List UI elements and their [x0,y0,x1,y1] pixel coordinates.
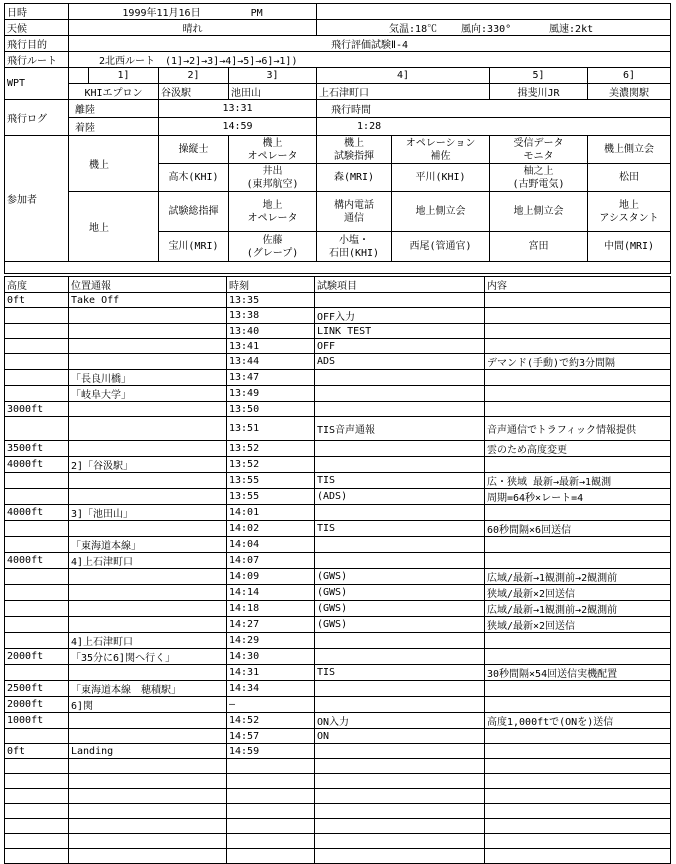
position-cell: 2]「谷汲駅」 [69,457,227,473]
altitude-cell: 2000ft [5,697,69,713]
test-item-cell [315,849,485,864]
test-item-cell [315,553,485,569]
wpt-name: KHIエプロン [69,84,159,100]
test-item-cell: ON [315,729,485,744]
position-cell: 3]「池田山」 [69,505,227,521]
altitude-cell [5,569,69,585]
altitude-cell [5,308,69,324]
wpt-number: 3] [229,68,317,84]
log-row [5,505,671,521]
altitude-cell [5,339,69,354]
onboard-role: 機上 試験指揮 [317,136,392,164]
time-cell: 13:38 [227,308,315,324]
content-cell [485,370,671,386]
test-item-cell: (GWS) [315,601,485,617]
test-item-cell: (GWS) [315,569,485,585]
test-item-cell [315,834,485,849]
altitude-cell [5,585,69,601]
column-header: 試験項目 [315,277,485,293]
test-item-cell: ON入力 [315,713,485,729]
ground-role: 試験総指揮 [159,192,229,232]
log-row [5,417,671,441]
position-cell: 6]関 [69,697,227,713]
position-cell: 「岐阜大学」 [69,386,227,402]
time-cell: 13:52 [227,441,315,457]
position-cell: 4]上石津町口 [69,633,227,649]
content-cell [485,759,671,774]
position-cell [69,569,227,585]
position-cell [69,713,227,729]
time-cell: 14:27 [227,617,315,633]
content-cell [485,804,671,819]
wpt-number: 6] [588,68,671,84]
date-label: 日時 [5,4,69,20]
altitude-cell: 0ft [5,744,69,759]
content-cell [485,789,671,804]
position-cell: Take Off [69,293,227,308]
test-item-cell [315,759,485,774]
position-cell [69,585,227,601]
altitude-cell [5,729,69,744]
log-row [5,713,671,729]
altitude-cell [5,789,69,804]
altitude-cell: 4000ft [5,457,69,473]
altitude-cell [5,354,69,370]
ground-role: 地上 アシスタント [588,192,671,232]
column-header: 内容 [485,277,671,293]
content-cell [485,633,671,649]
position-cell: 「東海道本線 穂積駅」 [69,681,227,697]
content-cell [485,402,671,417]
landing-label: 着陸 [69,118,159,136]
test-item-cell: TIS音声通報 [315,417,485,441]
altitude-cell [5,617,69,633]
altitude-cell: 3500ft [5,441,69,457]
position-cell [69,617,227,633]
position-cell [69,521,227,537]
altitude-cell [5,601,69,617]
time-cell: 14:07 [227,553,315,569]
time-cell [227,774,315,789]
altitude-cell [5,849,69,864]
ground-name: 中間(MRI) [588,232,671,262]
time-cell: 13:35 [227,293,315,308]
wpt-name: 谷汲駅 [159,84,229,100]
position-cell [69,804,227,819]
log-row [5,819,671,834]
time-cell: 14:29 [227,633,315,649]
log-row [5,441,671,457]
log-row [5,681,671,697]
log-row [5,744,671,759]
position-cell [69,789,227,804]
altitude-cell: 4000ft [5,505,69,521]
test-item-cell [315,370,485,386]
test-item-cell [315,505,485,521]
content-cell [485,697,671,713]
test-item-cell: TIS [315,665,485,681]
content-cell [485,457,671,473]
landing-time: 14:59 [159,118,317,136]
position-cell [69,441,227,457]
content-cell: 60秒間隔×6回送信 [485,521,671,537]
test-item-cell: (ADS) [315,489,485,505]
log-row [5,697,671,713]
altitude-cell [5,774,69,789]
test-item-cell [315,402,485,417]
log-header-row [5,277,671,293]
test-item-cell [315,774,485,789]
time-cell: 13:51 [227,417,315,441]
content-cell [485,834,671,849]
test-item-cell [315,697,485,713]
purpose-value: 飛行評価試験Ⅱ-4 [69,36,671,52]
wpt-name: 揖斐川JR [490,84,588,100]
log-row [5,489,671,505]
position-cell [69,473,227,489]
content-cell: 狭域/最新×2回送信 [485,617,671,633]
temperature: 気温:18℃ [389,24,438,35]
test-item-cell [315,386,485,402]
altitude-cell [5,804,69,819]
position-cell [69,402,227,417]
time-cell: 13:44 [227,354,315,370]
time-cell: 13:50 [227,402,315,417]
position-cell [69,774,227,789]
content-cell [485,505,671,521]
position-cell [69,489,227,505]
time-cell: — [227,697,315,713]
log-row [5,849,671,864]
onboard-name: 柚之上 (古野電気) [490,164,588,192]
content-cell [485,308,671,324]
time-cell: 14:18 [227,601,315,617]
log-row [5,473,671,489]
content-cell [485,293,671,308]
time-cell: 14:09 [227,569,315,585]
column-header: 位置通報 [69,277,227,293]
route-label: 飛行ルート [5,52,69,68]
log-row [5,729,671,744]
test-item-cell: (GWS) [315,585,485,601]
test-item-cell [315,819,485,834]
test-item-cell [315,457,485,473]
content-cell [485,744,671,759]
position-cell: 4]上石津町口 [69,553,227,569]
position-cell [69,849,227,864]
log-row [5,339,671,354]
onboard-role: 受信データ モニタ [490,136,588,164]
altitude-cell: 0ft [5,293,69,308]
time-cell: 14:57 [227,729,315,744]
content-cell: 広・狭域 最新→最新→1観測 [485,473,671,489]
altitude-cell: 3000ft [5,402,69,417]
weather-label: 天候 [5,20,69,36]
time-cell: 13:47 [227,370,315,386]
altitude-cell [5,473,69,489]
content-cell [485,819,671,834]
test-item-cell: TIS [315,473,485,489]
purpose-label: 飛行目的 [5,36,69,52]
position-cell [69,601,227,617]
ground-name: 西尾(管通官) [392,232,490,262]
time-cell: 14:59 [227,744,315,759]
time-cell: 14:52 [227,713,315,729]
content-cell: デマンド(手動)で約3分間隔 [485,354,671,370]
test-item-cell: OFF入力 [315,308,485,324]
altitude-cell: 2000ft [5,649,69,665]
test-item-cell [315,649,485,665]
flight-log-table [4,276,671,864]
test-item-cell [315,789,485,804]
onboard-name: 高木(KHI) [159,164,229,192]
position-cell: 「35分に6]関へ行く」 [69,649,227,665]
wpt-number: 2] [159,68,229,84]
content-cell: 音声通信でトラフィック情報提供 [485,417,671,441]
log-row [5,633,671,649]
flight-header-table [4,3,671,274]
test-item-cell: ADS [315,354,485,370]
test-item-cell [315,441,485,457]
altitude-cell [5,759,69,774]
log-row [5,293,671,308]
time-cell [227,819,315,834]
content-cell: 高度1,000ftで(ONを)送信 [485,713,671,729]
altitude-cell: 1000ft [5,713,69,729]
log-row [5,521,671,537]
takeoff-time: 13:31 [159,100,317,118]
log-row [5,569,671,585]
content-cell: 30秒間隔×54回送信実機配置 [485,665,671,681]
test-item-cell: TIS [315,521,485,537]
wpt-number: 5] [490,68,588,84]
position-cell [69,324,227,339]
log-row [5,537,671,553]
position-cell: 「東海道本線」 [69,537,227,553]
position-cell [69,354,227,370]
time-cell [227,789,315,804]
log-row [5,402,671,417]
onboard-role: 操縦士 [159,136,229,164]
position-cell [69,834,227,849]
time-cell: 13:52 [227,457,315,473]
takeoff-label: 離陸 [69,100,159,118]
onboard-name: 井出 (東邦航空) [229,164,317,192]
position-cell: 「長良川橋」 [69,370,227,386]
test-item-cell [315,804,485,819]
test-item-cell: OFF [315,339,485,354]
altitude-cell: 4000ft [5,553,69,569]
ground-role: 構内電話 通信 [317,192,392,232]
test-item-cell [315,744,485,759]
onboard-name: 松田 [588,164,671,192]
altitude-cell [5,834,69,849]
log-row [5,324,671,339]
ground-name: 佐藤 (グレープ) [229,232,317,262]
time-cell [227,804,315,819]
onboard-role: 機上 オペレータ [229,136,317,164]
time-cell: 14:14 [227,585,315,601]
date-value: 1999年11月16日 PM [69,4,317,20]
ground-name: 小塩・ 石田(KHI) [317,232,392,262]
altitude-cell [5,386,69,402]
time-cell [227,759,315,774]
ground-role: 地上側立会 [490,192,588,232]
altitude-cell: 2500ft [5,681,69,697]
position-cell [69,759,227,774]
onboard-name: 森(MRI) [317,164,392,192]
content-cell: 雲のため高度変更 [485,441,671,457]
log-row [5,308,671,324]
onboard-role: オペレーション 補佐 [392,136,490,164]
test-item-cell: (GWS) [315,617,485,633]
time-cell: 14:04 [227,537,315,553]
wind-direction: 風向:330° [461,24,512,35]
log-row [5,804,671,819]
time-cell [227,849,315,864]
content-cell [485,729,671,744]
weather-value: 晴れ [69,20,317,36]
log-row [5,774,671,789]
content-cell: 広域/最新→1観測前→2観測前 [485,569,671,585]
log-row [5,759,671,774]
route-value: 2北西ルート (1]→2]→3]→4]→5]→6]→1]) [69,52,671,68]
content-cell [485,537,671,553]
time-cell: 13:55 [227,489,315,505]
ground-name: 宮田 [490,232,588,262]
log-row [5,553,671,569]
onboard-role: 機上側立会 [588,136,671,164]
altitude-cell [5,324,69,339]
log-row [5,354,671,370]
test-item-cell [315,293,485,308]
time-cell [227,834,315,849]
content-cell [485,339,671,354]
wpt-label: WPT [5,68,69,100]
content-cell [485,849,671,864]
content-cell [485,681,671,697]
position-cell [69,417,227,441]
flightlog-label: 飛行ログ [5,100,69,136]
position-cell: Landing [69,744,227,759]
log-row [5,585,671,601]
altitude-cell [5,370,69,386]
meteo-values [317,20,671,36]
wpt-number: 4] [317,68,490,84]
content-cell [485,324,671,339]
position-cell [69,339,227,354]
position-cell [69,819,227,834]
time-cell: 14:34 [227,681,315,697]
content-cell: 周期=64秒×レート=4 [485,489,671,505]
test-item-cell [315,633,485,649]
position-cell [69,308,227,324]
column-header: 高度 [5,277,69,293]
log-row [5,457,671,473]
log-row [5,665,671,681]
column-header: 時刻 [227,277,315,293]
position-cell [69,729,227,744]
log-row [5,386,671,402]
content-cell: 広域/最新→1観測前→2観測前 [485,601,671,617]
log-row [5,649,671,665]
wpt-name: 池田山 [229,84,317,100]
altitude-cell [5,521,69,537]
spacer-row [5,262,671,274]
log-row [5,617,671,633]
altitude-cell [5,665,69,681]
log-row [5,601,671,617]
wpt-name: 上石津町口 [317,84,490,100]
ground-role: 地上側立会 [392,192,490,232]
flighttime-value: 1:28 [317,118,671,136]
content-cell [485,386,671,402]
content-cell: 狭域/最新×2回送信 [485,585,671,601]
test-item-cell [315,537,485,553]
wpt-number: 1] [89,68,159,84]
time-cell: 14:01 [227,505,315,521]
altitude-cell [5,633,69,649]
altitude-cell [5,489,69,505]
ground-role: 地上 オペレータ [229,192,317,232]
wind-speed: 風速:2kt [549,24,594,35]
log-row [5,834,671,849]
onboard-label: 機上 [69,136,159,192]
ground-label: 地上 [69,192,159,262]
time-cell: 14:30 [227,649,315,665]
time-cell: 13:40 [227,324,315,339]
test-item-cell [315,681,485,697]
ground-name: 宝川(MRI) [159,232,229,262]
content-cell [485,553,671,569]
test-item-cell: LINK TEST [315,324,485,339]
time-cell: 13:49 [227,386,315,402]
time-cell: 14:02 [227,521,315,537]
flighttime-label: 飛行時間 [317,100,671,118]
position-cell [69,665,227,681]
altitude-cell [5,819,69,834]
content-cell [485,649,671,665]
participants-label: 参加者 [5,136,69,262]
onboard-name: 平川(KHI) [392,164,490,192]
content-cell [485,774,671,789]
log-row [5,370,671,386]
time-cell: 13:41 [227,339,315,354]
log-row [5,789,671,804]
time-cell: 14:31 [227,665,315,681]
altitude-cell [5,537,69,553]
time-cell: 13:55 [227,473,315,489]
wpt-name: 美濃関駅 [588,84,671,100]
altitude-cell [5,417,69,441]
